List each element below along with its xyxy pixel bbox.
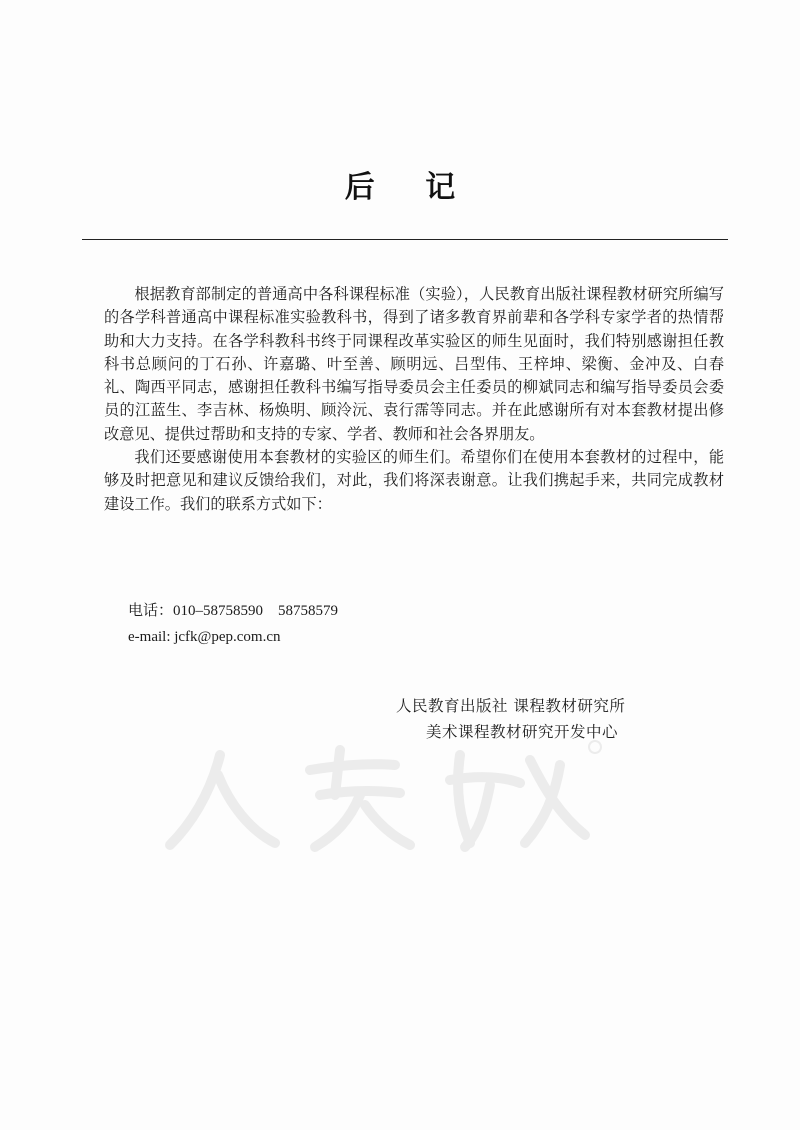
title-divider	[82, 239, 728, 240]
contact-phone: 电话：010–58758590 58758579	[128, 603, 339, 619]
contact-email: e-mail: jcfk@pep.com.cn	[128, 629, 281, 645]
body-text	[104, 283, 724, 516]
page-title: 后 记	[344, 170, 476, 205]
signature-block	[396, 693, 625, 745]
paragraph-feedback-request: 我们还要感谢使用本套教材的实验区的师生们。希望你们在使用本套教材的过程中，能够及时把意见和建议反馈给我们，对此，我们将深表谢意。让我们携起手来，共同完成教材建设工作。我们的联系方式如下：	[104, 448, 724, 513]
signature-publisher: 人民教育出版社 课程教材研究所	[396, 697, 626, 715]
paragraph-acknowledgements: 根据教育部制定的普通高中各科课程标准（实验），人民教育出版社课程教材研究所编写的各学科普通高中课程标准实验教科书，得到了诸多教育界前辈和各学科专家学者的热情帮助和大力支持。在各学科教科书终于同课程改革实验区的师生见面时，我们特别感谢担任教科书总顾问的丁石孙、许嘉璐、叶至善、顾明远、吕型伟、王梓坤、梁衡、金冲及、白春礼、陶西平同志，感谢担任教科书编写指导委员会主任委员的柳斌同志和编写指导委员会委员的江蓝生、李吉林、杨焕明、顾泠沅、袁行霈等同志。并在此感谢所有对本套教材提出修改意见、提供过帮助和支持的专家、学者、教师和社会各界朋友。	[104, 285, 724, 443]
signature-center: 美术课程教材研究开发中心	[426, 723, 619, 741]
contact-info	[128, 598, 338, 650]
publisher-logo-watermark	[160, 735, 610, 855]
